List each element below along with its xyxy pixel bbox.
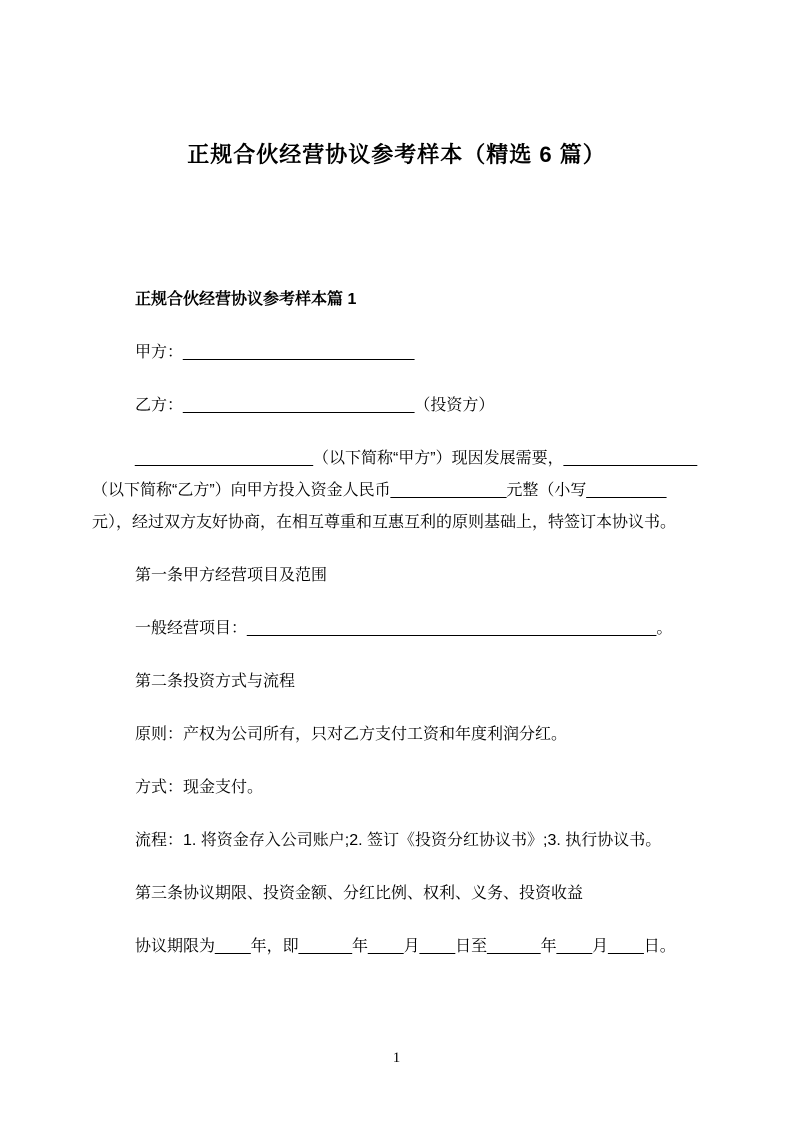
process-line: 流程：1. 将资金存入公司账户;2. 签订《投资分红协议书》;3. 执行协议书。	[135, 832, 662, 849]
document-body	[0, 284, 793, 963]
page-number: 1	[392, 1050, 401, 1066]
party-a-line: 甲方：__________________________	[135, 344, 415, 361]
paragraph-list	[92, 337, 700, 963]
general-business-line: 一般经营项目：______________________________________________。	[135, 620, 673, 637]
method-line: 方式：现金支付。	[135, 779, 264, 796]
preamble-paragraph: ____________________（以下简称“甲方”）现因发展需要，_______________（以下简称“乙方”）向甲方投入资金人民币_____________元整（小写_________元），经过双方友好协商，在相互尊重和互惠互利的原则基础上，特签订本协议书。	[92, 450, 698, 531]
page-footer	[0, 1049, 793, 1067]
principle-line: 原则：产权为公司所有，只对乙方支付工资和年度利润分红。	[135, 726, 568, 743]
document-title: 正规合伙经营协议参考样本（精选 6 篇）	[187, 142, 606, 167]
article-3-heading: 第三条协议期限、投资金额、分红比例、权利、义务、投资收益	[135, 885, 584, 902]
article-2-heading: 第二条投资方式与流程	[135, 673, 296, 690]
article-1-heading: 第一条甲方经营项目及范围	[135, 567, 328, 584]
section-heading: 正规合伙经营协议参考样本篇 1	[135, 291, 357, 308]
party-b-line: 乙方：__________________________（投资方）	[135, 397, 495, 414]
term-line: 协议期限为____年，即______年____月____日至______年____月____日。	[135, 938, 676, 955]
